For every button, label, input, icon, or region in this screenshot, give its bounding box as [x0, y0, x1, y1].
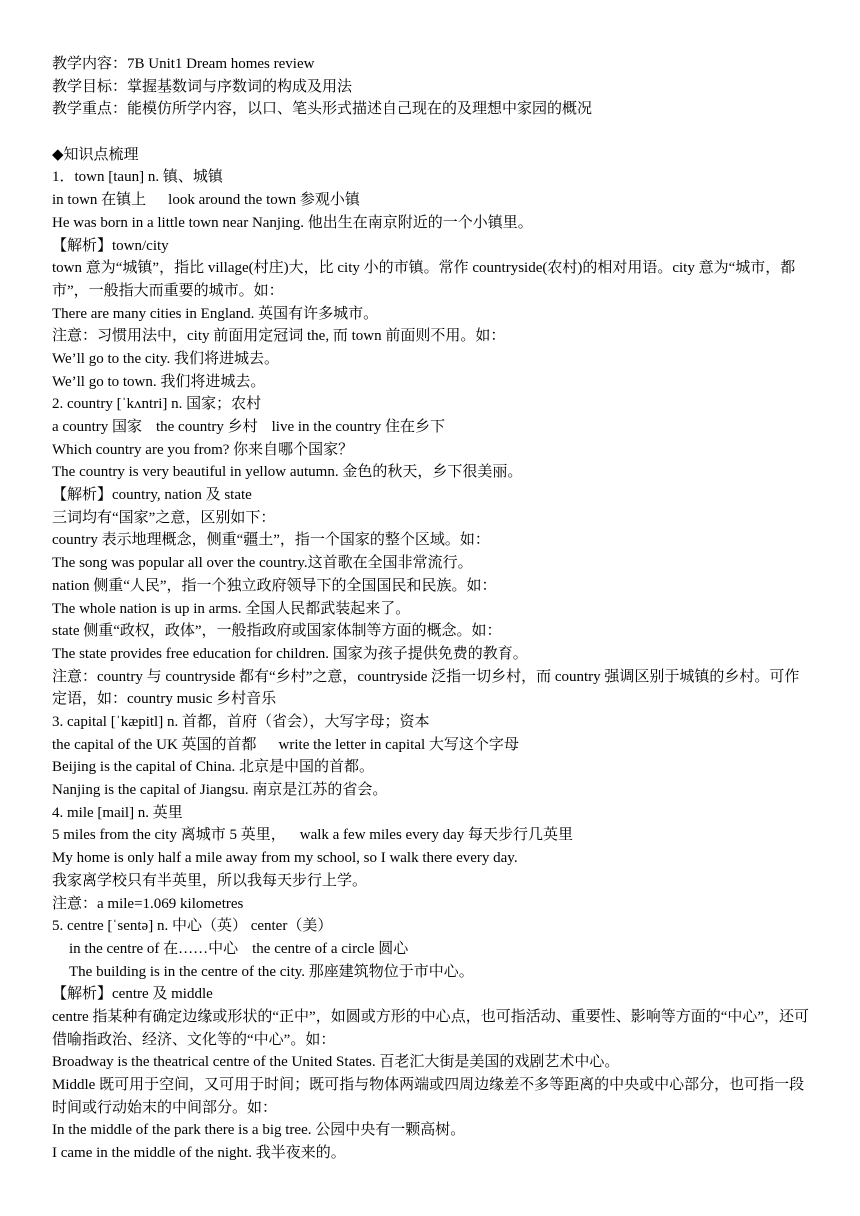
centre-phrase-1: in the centre of 在……中心 — [69, 940, 239, 957]
country-example-3: The song was popular all over the country.这首歌在全国非常流行。 — [52, 555, 473, 572]
town-example-2: There are many cities in England. 英国有许多城市。 — [52, 305, 379, 322]
blank-line — [52, 121, 812, 144]
town-example-1: He was born in a little town near Nanjing. 他出生在南京附近的一个小镇里。 — [52, 214, 533, 231]
country-example-4: The whole nation is up in arms. 全国人民都武装起来了。 — [52, 600, 411, 617]
centre-example-1: The building is in the centre of the city. 那座建筑物位于市中心。 — [69, 963, 474, 980]
town-description: town 意为“城镇”，指比 village(村庄)大，比 city 小的市镇。常作 countryside(农村)的相对用语。city 意为“城市，都市”，一般指大而重要的城市。如： — [52, 260, 796, 299]
country-phrase-3: live in the country 住在乡下 — [271, 419, 445, 436]
centre-analysis: 【解析】centre 及 middle — [52, 986, 213, 1003]
centre-heading: 5. centre [ˈsentə] n. 中心（英） center（美） — [52, 918, 333, 935]
country-note: 注意：country 与 countryside 都有“乡村”之意，countryside 泛指一切乡村，而 country 强调区别于城镇的乡村。可作定语，如：country music 乡村音乐 — [52, 668, 800, 708]
town-phrase-2: look around the town 参观小镇 — [168, 192, 360, 209]
country-description-3: state 侧重“政权，政体”，一般指政府或国家体制等方面的概念。如： — [52, 623, 502, 640]
country-phrase-1: a country 国家 — [52, 419, 142, 436]
teaching-content: 教学内容：7B Unit1 Dream homes review — [52, 56, 315, 72]
town-phrase-1: in town 在镇上 — [52, 192, 147, 209]
centre-example-4: I came in the middle of the night. 我半夜来的。 — [52, 1145, 346, 1162]
capital-example-2: Nanjing is the capital of Jiangsu. 南京是江苏的省会。 — [52, 782, 388, 799]
mile-heading: 4. mile [mail] n. 英里 — [52, 804, 183, 821]
town-note: 注意：习惯用法中，city 前面用定冠词 the, 而 town 前面则不用。如： — [52, 328, 506, 345]
centre-phrase-2: the centre of a circle 圆心 — [252, 940, 409, 957]
town-analysis: 【解析】town/city — [52, 237, 169, 254]
town-example-3: We’ll go to the city. 我们将进城去。 — [52, 350, 279, 367]
country-phrases — [52, 416, 812, 439]
mile-example-1: My home is only half a mile away from my school, so I walk there every day. — [52, 850, 518, 867]
teaching-focus: 教学重点：能模仿所学内容，以口、笔头形式描述自己现在的及理想中家园的概况 — [52, 101, 593, 118]
section-title: ◆知识点梳理 — [52, 146, 139, 163]
town-heading: 1．town [taun] n. 镇、城镇 — [52, 169, 223, 186]
mile-phrases — [52, 824, 812, 847]
town-phrases — [52, 189, 812, 212]
mile-example-1-cn: 我家离学校只有半英里，所以我每天步行上学。 — [52, 872, 368, 889]
capital-example-1: Beijing is the capital of China. 北京是中国的首都。 — [52, 759, 375, 776]
teaching-objective: 教学目标：掌握基数词与序数词的构成及用法 — [52, 78, 353, 95]
country-heading: 2. country [ˈkʌntri] n. 国家；农村 — [52, 396, 262, 413]
capital-phrase-2: write the letter in capital 大写这个字母 — [278, 736, 519, 753]
mile-note: 注意：a mile=1.069 kilometres — [52, 895, 244, 912]
centre-description-2: Middle 既可用于空间，又可用于时间；既可指与物体两端或四周边缘差不多等距离的中央或中心部分，也可指一段时间或行动始末的中间部分。如： — [52, 1077, 805, 1116]
mile-phrase-2: walk a few miles every day 每天步行几英里 — [299, 827, 574, 844]
country-intro: 三词均有“国家”之意，区别如下： — [52, 509, 276, 526]
country-example-1: Which country are you from? 你来自哪个国家？ — [52, 441, 354, 458]
country-analysis: 【解析】country, nation 及 state — [52, 487, 252, 504]
country-example-2: The country is very beautiful in yellow autumn. 金色的秋天，乡下很美丽。 — [52, 464, 523, 481]
centre-example-3: In the middle of the park there is a big tree. 公园中央有一颗高树。 — [52, 1122, 466, 1139]
mile-phrase-1: 5 miles from the city 离城市 5 英里， — [52, 827, 286, 844]
country-example-5: The state provides free education for children. 国家为孩子提供免费的教育。 — [52, 645, 528, 662]
centre-phrases — [52, 938, 812, 961]
centre-description-1: centre 指某种有确定边缘或形状的“正中”，如圆或方形的中心点，也可指活动、重要性、影响等方面的“中心”，还可借喻指政治、经济、文化等的“中心”。如： — [52, 1008, 810, 1048]
country-description-1: country 表示地理概念，侧重“疆土”，指一个国家的整个区域。如： — [52, 532, 490, 549]
capital-phrase-1: the capital of the UK 英国的首都 — [52, 736, 257, 753]
country-phrase-2: the country 乡村 — [155, 419, 258, 436]
centre-example-2: Broadway is the theatrical centre of the United States. 百老汇大街是美国的戏剧艺术中心。 — [52, 1054, 620, 1071]
town-example-4: We’ll go to town. 我们将进城去。 — [52, 373, 266, 390]
country-description-2: nation 侧重“人民”，指一个独立政府领导下的全国国民和民族。如： — [52, 577, 497, 594]
document-page — [52, 53, 812, 1165]
capital-heading: 3. capital [ˈkæpitl] n. 首都，首府（省会），大写字母；资本 — [52, 714, 430, 730]
capital-phrases — [52, 734, 812, 757]
